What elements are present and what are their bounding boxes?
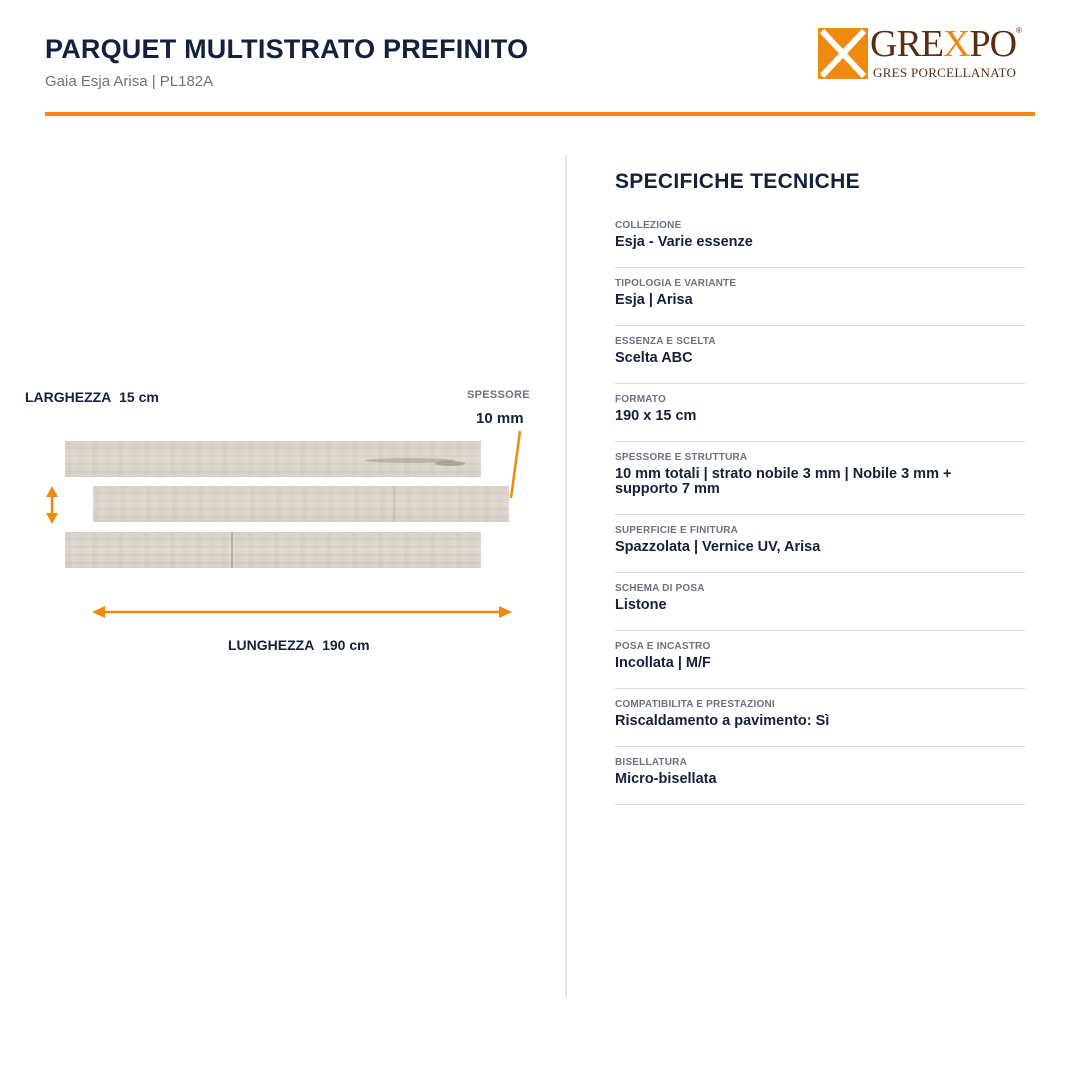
spec-value: Spazzolata | Vernice UV, Arisa: [615, 539, 821, 555]
spec-label: SUPERFICIE E FINITURA: [615, 525, 739, 536]
spec-value: Incollata | M/F: [615, 655, 711, 671]
spec-value: Esja | Arisa: [615, 292, 693, 308]
spec-row-schema: [615, 583, 1025, 631]
spec-label: COLLEZIONE: [615, 220, 682, 231]
spec-value: Micro-bisellata: [615, 771, 717, 787]
length-arrow-icon: [92, 606, 512, 618]
spec-row-posa: [615, 641, 1025, 689]
page-subtitle: Gaia Esja Arisa | PL182A: [45, 73, 214, 90]
thickness-value: 10 mm: [476, 410, 524, 427]
spec-value: Scelta ABC: [615, 350, 693, 366]
registered-icon: ®: [1016, 26, 1022, 35]
spec-label: POSA E INCASTRO: [615, 641, 711, 652]
spec-row-spessore: [615, 452, 1025, 515]
length-label: LUNGHEZZA 190 cm: [228, 637, 370, 653]
spec-label: ESSENZA E SCELTA: [615, 336, 716, 347]
thickness-leader-line: [511, 431, 520, 498]
spec-list: [615, 220, 1025, 805]
logo-wordmark: GREXPO: [870, 23, 1017, 65]
spec-label: SCHEMA DI POSA: [615, 583, 705, 594]
specs-title: SPECIFICHE TECNICHE: [615, 170, 860, 193]
spec-row-bisellatura: [615, 757, 1025, 805]
spec-row-tipologia: [615, 278, 1025, 326]
spec-label: SPESSORE E STRUTTURA: [615, 452, 748, 463]
spec-row-formato: [615, 394, 1025, 442]
spec-label: COMPATIBILITA E PRESTAZIONI: [615, 699, 775, 710]
spec-value: 190 x 15 cm: [615, 408, 697, 424]
spec-value: Listone: [615, 597, 667, 613]
spec-row-essenza: [615, 336, 1025, 384]
spec-label: BISELLATURA: [615, 757, 688, 768]
width-label: LARGHEZZA 15 cm: [25, 389, 159, 405]
spec-value: 10 mm totali | strato nobile 3 mm | Nobile 3 mm + supporto 7 mm: [615, 466, 952, 497]
spec-value: Esja - Varie essenze: [615, 234, 753, 250]
spec-row-collezione: [615, 220, 1025, 268]
spec-row-compatibilita: [615, 699, 1025, 747]
width-arrow-icon: [46, 486, 58, 524]
thickness-label: SPESSORE: [467, 389, 530, 401]
spec-label: FORMATO: [615, 394, 667, 405]
spec-label: TIPOLOGIA E VARIANTE: [615, 278, 737, 289]
spec-row-superficie: [615, 525, 1025, 573]
page-title: PARQUET MULTISTRATO PREFINITO: [45, 34, 529, 64]
column-divider: [565, 155, 567, 998]
logo-tagline: GRES PORCELLANATO: [873, 65, 1017, 80]
spec-value: Riscaldamento a pavimento: Sì: [615, 713, 830, 729]
specs-panel: [615, 170, 1025, 815]
